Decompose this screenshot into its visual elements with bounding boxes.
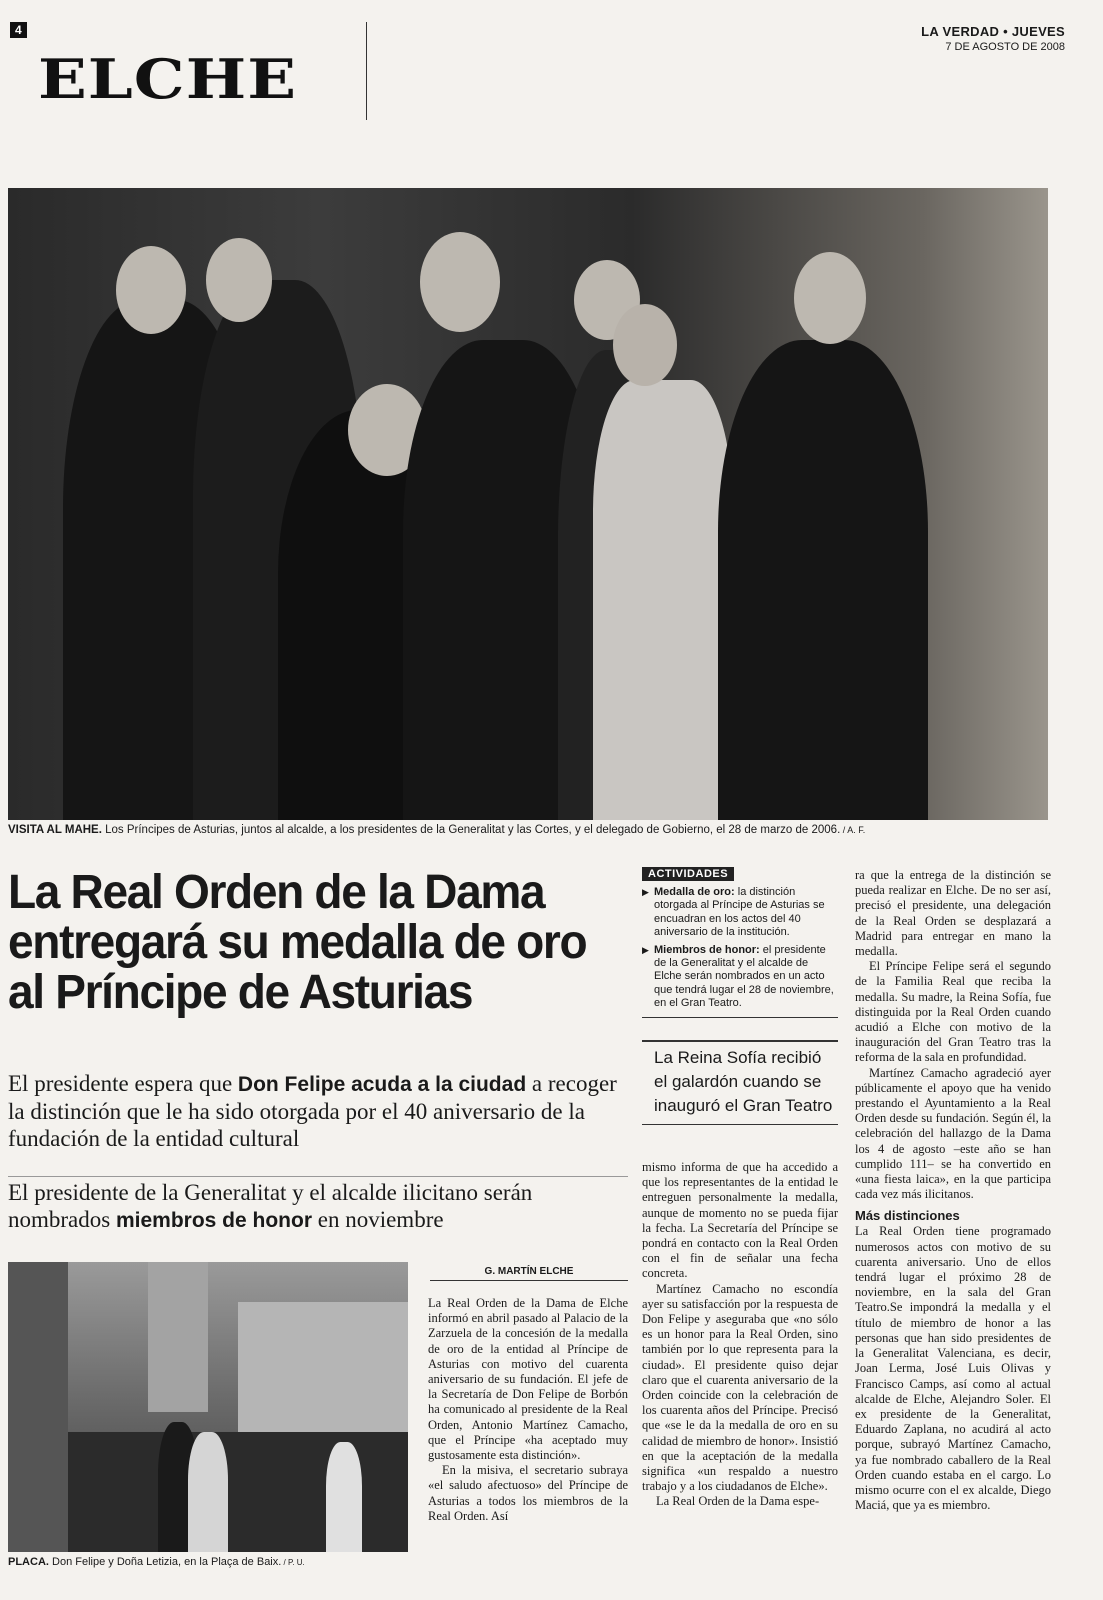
article-column-1: La Real Orden de la Dama de Elche informó en abril pasado al Palacio de la Zarzuela de la concesión de la medalla de oro de la entidad al Príncipe de Asturias con motivo del cuarenta aniversario de su fundación. El jefe de la Secretaría de Don Felipe de Borbón ha comunicado al presidente de la Real Orden, Antonio Martínez Camacho, que el Príncipe «ha aceptado muy gustosamente esta distinción». En la misiva, el secretario subraya «el saludo afectuoso» del Príncipe de Asturias a todos los miembros de la Real Orden. Así: [428, 1296, 628, 1523]
page-number: 4: [10, 22, 27, 38]
subheadline-1: El presidente espera que Don Felipe acuda a la ciudad a recoger la distinción que le ha sido otorgada por el 40 aniversario de la fundación de la entidad cultural: [8, 1071, 617, 1151]
main-photo: [8, 188, 1048, 820]
headline: La Real Orden de la Dama entregará su medalla de oro al Príncipe de Asturias: [8, 866, 587, 1019]
small-photo: [8, 1262, 408, 1552]
paper-name: LA VERDAD • JUEVES: [921, 24, 1065, 39]
small-photo-caption: PLACA. Don Felipe y Doña Letizia, en la Plaça de Baix. / P. U.: [8, 1556, 305, 1568]
activity-item: ▶ Medalla de oro: la distinción otorgada al Príncipe de Asturias se encuadran en los actos del 40 aniversario de la institución.: [642, 886, 838, 940]
article-column-2: mismo informa de que ha accedido a que los representantes de la entidad le entreguen personalmente la medalla, aunque de momento no se pueda fijar la fecha. La Secretaría del Príncipe se pondrá en contacto con la Real Orden con el fin de señalar una fecha concreta. Martínez Camacho no escondía ayer su satisfacción por la respuesta de Don Felipe y aseguraba que «no sólo es un honor para la Real Orden, sino también por lo que representa para la ciudad». El presidente quiso dejar claro que el cuarenta aniversario de la Orden coincide con la celebración de los cuarenta años del Príncipe. Precisó que «se le da la medalla de oro en su calidad de miembro de honor». Insistió en que la aceptación de la medalla significa «un respaldo a nuestro trabajo y a los ciudadanos de Elche». La Real Orden de la Dama espe-: [642, 1160, 838, 1509]
activity-item: ▶ Miembros de honor: el presidente de la Generalitat y el alcalde de Elche serán nombrados en un acto que tendrá lugar el 28 de noviembre, en el Gran Teatro.: [642, 944, 838, 1011]
activities-tag: ACTIVIDADES: [642, 867, 734, 881]
section-title: ELCHE: [38, 48, 297, 112]
byline: G. MARTÍN ELCHE: [430, 1266, 628, 1281]
pull-quote: La Reina Sofía recibió el galardón cuando se inauguró el Gran Teatro: [642, 1040, 838, 1125]
subheadline-2: El presidente de la Generalitat y el alcalde ilicitano serán nombrados miembros de honor en noviembre: [8, 1176, 628, 1234]
main-photo-caption: VISITA AL MAHE. Los Príncipes de Asturias, juntos al alcalde, a los presidentes de la Generalitat y las Cortes, y el delegado de Gobierno, el 28 de marzo de 2006. / A. F.: [8, 824, 866, 836]
activities-box: [642, 864, 838, 1018]
masthead: [921, 24, 1065, 53]
column-subheading: Más distinciones: [855, 1208, 960, 1224]
article-column-3: ra que la entrega de la distinción se pueda realizar en Elche. De no ser así, precisó el presidente, una delegación de la Real Orden se desplazará a Madrid para entregar en mano la medalla. El Príncipe Felipe será el segundo de la Familia Real que reciba la medalla. Su madre, la Reina Sofía, fue distinguida por la Real Orden cuando acudió a Elche con motivo de la inauguración del Gran Teatro tras la reforma de la sala en profundidad. Martínez Camacho agradeció ayer públicamente el apoyo que ha venido prestando el Ayuntamiento a la Real Orden desde su fundación. Según él, la celebración del hallazgo de la Dama los 4 de agosto –este año se han cumplido 111– se ha convertido en «una fiesta laica», en la que participa cada vez más ilicitanos. Más distinciones La Real Orden tiene programado numerosos actos con motivo de su cuarenta aniversario. Uno de ellos tendrá lugar el próximo 28 de noviembre, en la sala del Gran Teatro.Se impondrá la medalla y el título de miembro de honor a las personas que han sido presidentes de la Generalitat Valenciana, es decir, Joan Lerma, José Luis Olivas y Francisco Camps, así como al actual alcalde de Elche, Alejandro Soler. El ex presidente de la Generalitat, Eduardo Zaplana, no acudirá al acto porque, subrayó Martínez Camacho, ya fue nombrado caballero de la Real Orden cuando estaba en el cargo. Lo mismo ocurre con el ex alcalde, Diego Maciá, que ya es miembro.: [855, 868, 1051, 1513]
header-divider: [366, 22, 367, 120]
issue-date: 7 DE AGOSTO DE 2008: [945, 41, 1065, 53]
